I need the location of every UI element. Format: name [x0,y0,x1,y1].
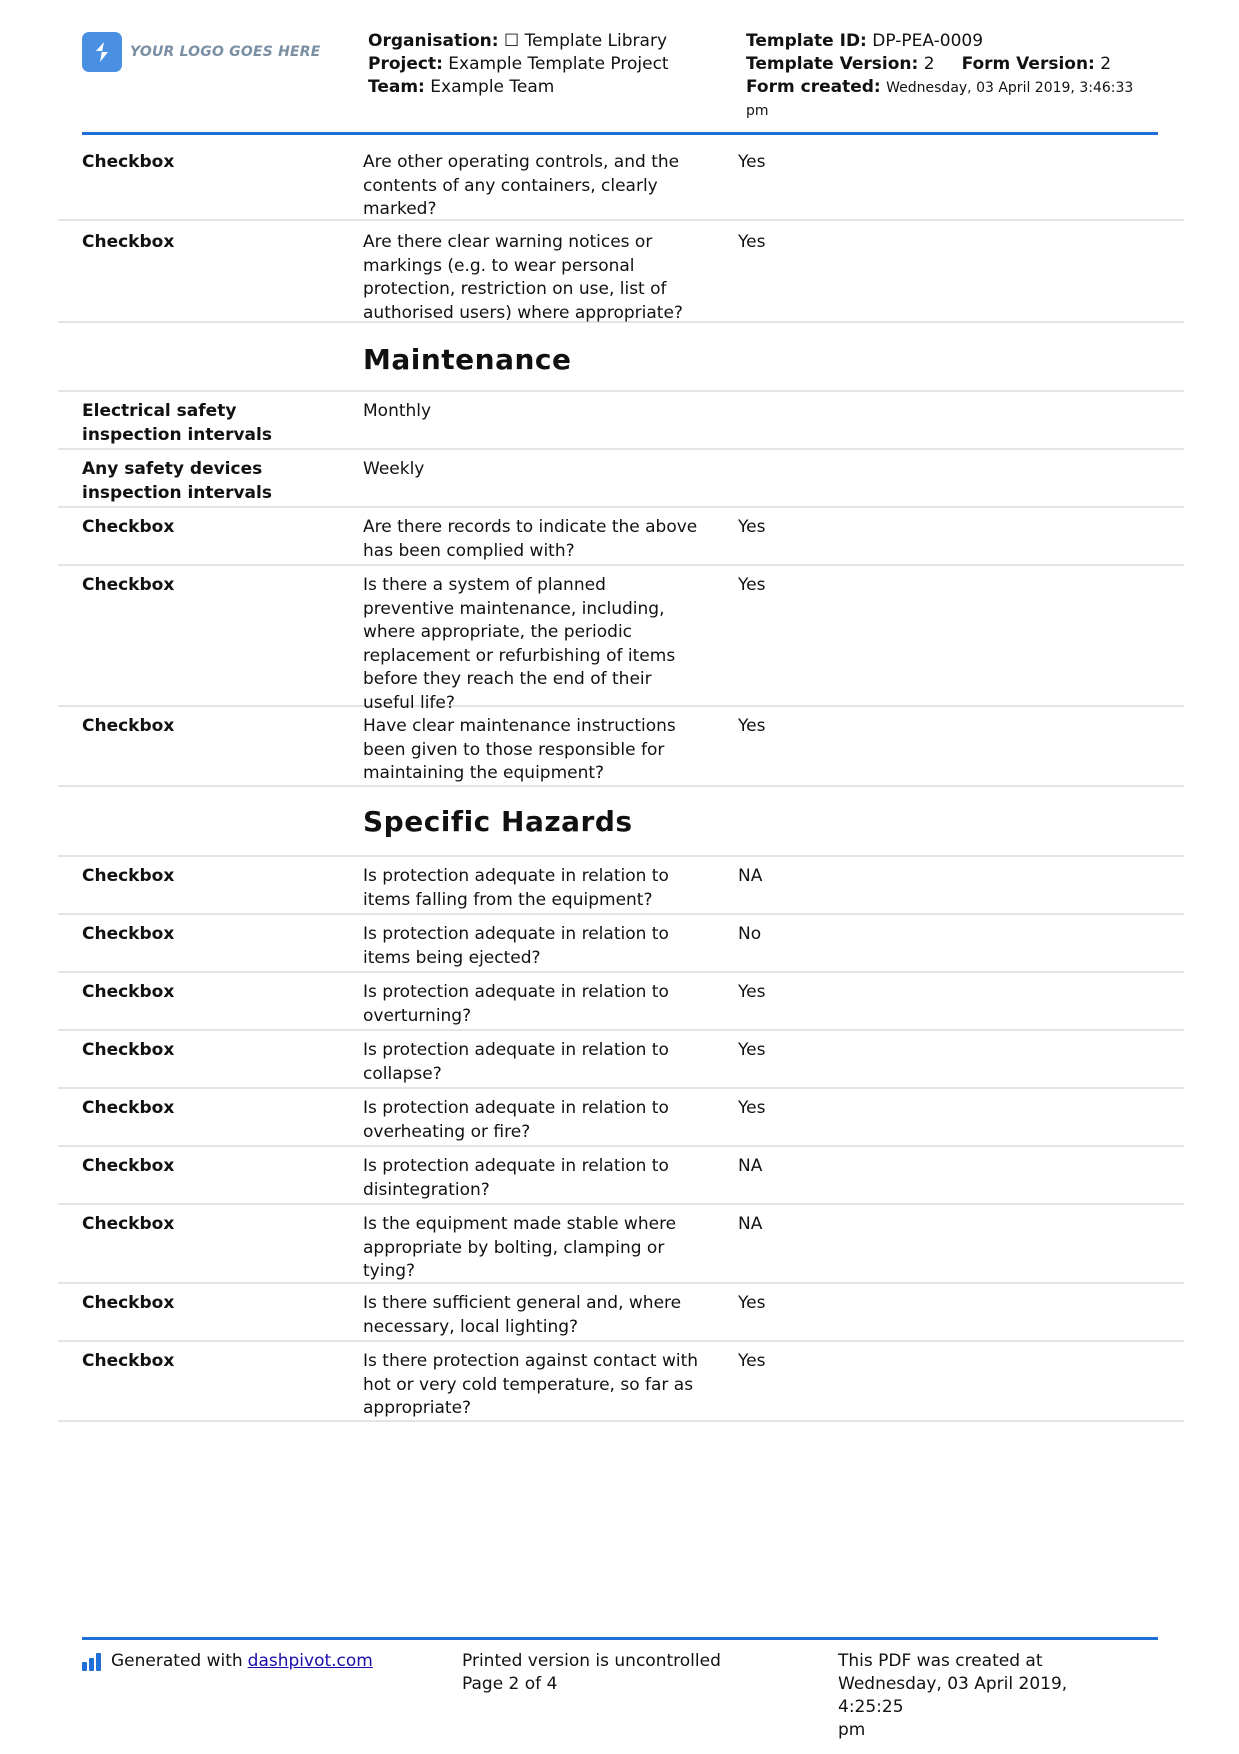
question-line: where appropriate, the periodic [363,622,633,642]
question-line: preventive maintenance, including, [363,598,665,619]
table-row [58,221,1184,323]
logo-text: YOUR LOGO GOES HERE [130,44,321,60]
question-line: Is the equipment made stable where [363,1214,677,1234]
footer-created [838,1650,1138,1742]
company-logo [82,32,321,72]
table-row [58,1284,1184,1342]
dashpivot-logo-icon [82,1653,103,1671]
table-row [58,508,1184,566]
row-answer: No [738,924,762,944]
row-label: Checkbox [82,1351,175,1371]
question-line: Have clear maintenance instructions [363,716,676,736]
row-label: Checkbox [82,152,175,172]
uncontrolled-notice: Printed version is uncontrolled [462,1651,721,1671]
form-created-value: Wednesday, 03 April 2019, 3:46:33 [886,80,1134,96]
table-row [58,392,1184,450]
question-line: authorised users) where appropriate? [363,302,683,323]
row-answer: Yes [738,982,766,1002]
question-line: protection, restriction on use, list of [363,279,667,299]
row-label: Checkbox [82,1214,175,1234]
footer-middle [462,1650,721,1696]
question-line: Is protection adequate in relation to [363,866,669,886]
generated-prefix: Generated with [111,1651,243,1671]
table-row [58,566,1184,713]
form-version-value: 2 [1100,54,1112,74]
question-line: necessary, local lighting? [363,1316,579,1337]
row-label: Checkbox [82,1293,175,1313]
section-title: Specific Hazards [363,805,633,838]
row-label [82,458,352,505]
section-title: Maintenance [363,343,572,376]
table-row [58,1342,1184,1422]
row-answer: NA [738,1214,763,1234]
organisation-value: ☐ Template Library [503,31,667,51]
question-line: tying? [363,1261,416,1281]
created-line: Wednesday, 03 April 2019, 4:25:25 [838,1674,1068,1717]
row-answer: Yes [738,517,766,537]
generated-with [82,1650,373,1673]
team-label: Team: [368,77,425,97]
question-line: before they reach the end of their [363,669,652,689]
form-table [58,135,1184,1422]
table-row [58,450,1184,508]
row-question [363,865,708,912]
row-answer: NA [738,1156,763,1176]
question-line: collapse? [363,1063,442,1084]
table-row [58,915,1184,973]
team-value: Example Team [430,77,555,97]
row-question [363,516,708,563]
row-question [363,1350,708,1421]
template-version-label: Template Version: [746,54,919,74]
footer-divider [82,1637,1158,1640]
row-value: Monthly [363,401,432,421]
row-question [363,1213,708,1284]
question-line: items falling from the equipment? [363,889,653,910]
label-line: Any safety devices [82,459,263,479]
row-answer: Yes [738,575,766,595]
organisation-label: Organisation: [368,31,499,51]
table-row [58,135,1184,221]
row-label [82,400,352,447]
row-answer: NA [738,866,763,886]
row-question [363,1039,708,1086]
question-line: Is there protection against contact with [363,1351,699,1371]
question-line: hot or very cold temperature, so far as [363,1374,694,1395]
question-line: Is protection adequate in relation to [363,982,669,1002]
row-question [363,231,708,325]
table-row [58,857,1184,915]
dashpivot-link[interactable]: dashpivot.com [247,1651,373,1671]
logo-icon [82,32,122,72]
section-header-specific-hazards [58,787,1184,857]
question-line: items being ejected? [363,947,541,968]
question-line: marked? [363,199,437,219]
row-value: Weekly [363,459,425,479]
label-line: inspection intervals [82,424,272,445]
row-answer: Yes [738,1098,766,1118]
row-label: Checkbox [82,1040,175,1060]
question-line: disintegration? [363,1179,490,1200]
page-header [82,30,1158,136]
form-created-suffix: pm [746,103,769,119]
created-line: This PDF was created at [838,1651,1043,1671]
header-template-info [746,30,1133,123]
row-label: Checkbox [82,232,175,252]
row-answer: Yes [738,1040,766,1060]
question-line: Is protection adequate in relation to [363,1098,669,1118]
table-row [58,973,1184,1031]
question-line: appropriate by bolting, clamping or [363,1237,665,1258]
question-line: contents of any containers, clearly [363,175,658,196]
question-line: been given to those responsible for [363,739,665,760]
row-answer: Yes [738,1351,766,1371]
row-label: Checkbox [82,716,175,736]
template-id-value: DP-PEA-0009 [872,31,984,51]
question-line: Are other operating controls, and the [363,152,680,172]
question-line: Is protection adequate in relation to [363,924,669,944]
table-row [58,707,1184,787]
row-label: Checkbox [82,924,175,944]
page-number: Page 2 of 4 [462,1674,558,1694]
question-line: replacement or refurbishing of items [363,645,676,666]
question-line: Is protection adequate in relation to [363,1156,669,1176]
row-question [363,1155,708,1202]
table-row [58,1031,1184,1089]
row-label: Checkbox [82,575,175,595]
row-label: Checkbox [82,1156,175,1176]
row-question [363,981,708,1028]
question-line: markings (e.g. to wear personal [363,255,635,276]
question-line: overheating or fire? [363,1121,531,1142]
table-row [58,1205,1184,1284]
question-line: useful life? [363,692,455,713]
table-row [58,1147,1184,1205]
question-line: Is there sufficient general and, where [363,1293,682,1313]
question-line: maintaining the equipment? [363,763,605,783]
template-version-value: 2 [923,54,935,74]
row-label: Checkbox [82,517,175,537]
template-id-label: Template ID: [746,31,867,51]
question-line: Is there a system of planned [363,575,606,595]
row-label: Checkbox [82,866,175,886]
project-label: Project: [368,54,443,74]
question-line: has been complied with? [363,540,575,561]
row-question [363,151,708,222]
header-project-info [368,30,669,99]
label-line: inspection intervals [82,482,272,503]
row-label: Checkbox [82,982,175,1002]
row-question [363,923,708,970]
question-line: Is protection adequate in relation to [363,1040,669,1060]
row-answer: Yes [738,152,766,172]
table-row [58,1089,1184,1147]
row-answer: Yes [738,232,766,252]
row-question [363,574,708,715]
label-line: Electrical safety [82,401,237,421]
row-question [363,715,708,786]
row-answer: Yes [738,716,766,736]
created-line: pm [838,1720,866,1740]
row-question [363,1097,708,1144]
row-label: Checkbox [82,1098,175,1118]
question-line: Are there clear warning notices or [363,232,653,252]
form-created-label: Form created: [746,77,881,97]
question-line: Are there records to indicate the above [363,517,698,537]
question-line: overturning? [363,1005,472,1026]
form-version-label: Form Version: [961,54,1095,74]
section-header-maintenance [58,323,1184,392]
project-value: Example Template Project [448,54,669,74]
question-line: appropriate? [363,1398,472,1418]
row-answer: Yes [738,1293,766,1313]
row-question [363,1292,708,1339]
